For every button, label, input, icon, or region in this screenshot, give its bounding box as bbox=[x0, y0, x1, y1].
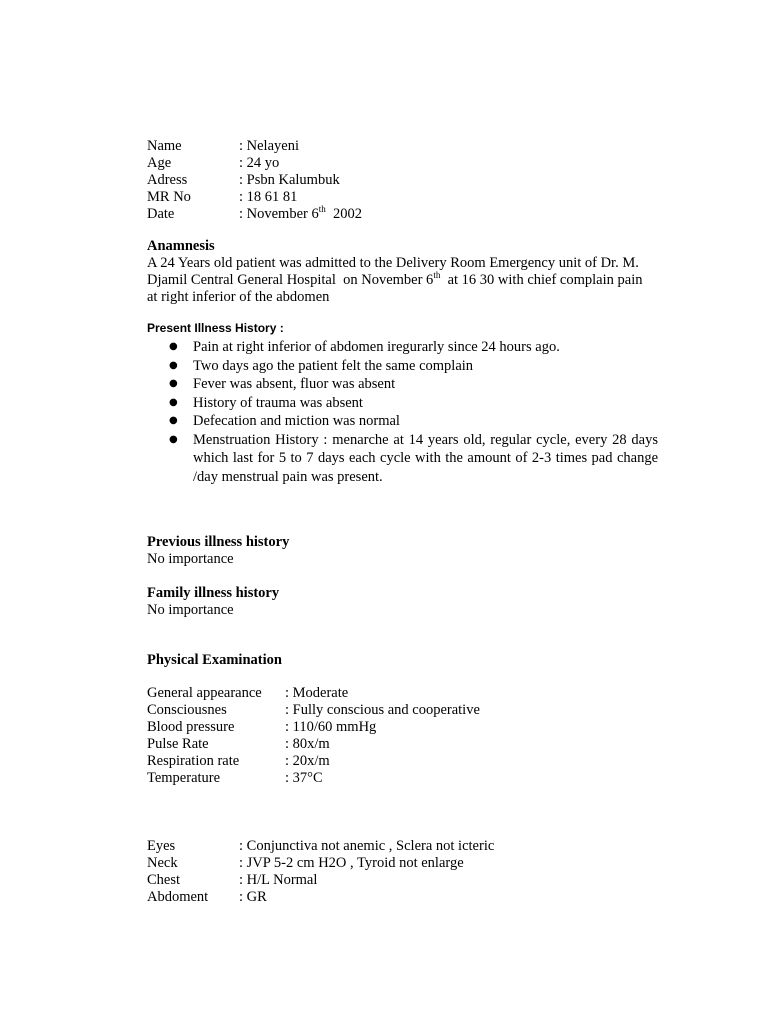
anamnesis-heading: Anamnesis bbox=[147, 238, 215, 254]
organ-exam-table bbox=[147, 838, 658, 906]
field-label: Age bbox=[147, 155, 172, 171]
exam-row-blood-pressure bbox=[147, 719, 658, 736]
field-value: : Fully conscious and cooperative bbox=[285, 702, 480, 718]
date-ordinal: th bbox=[318, 204, 326, 214]
anamnesis-text-part: at 16 30 with chief complain pain at right inferior of the abdomen bbox=[147, 272, 650, 305]
field-value bbox=[239, 206, 362, 223]
list-item: ● Fever was absent, fluor was absent bbox=[147, 375, 658, 394]
field-value: : 37°C bbox=[285, 770, 323, 786]
list-item: ● History of trauma was absent bbox=[147, 394, 658, 413]
field-value: : 24 yo bbox=[239, 155, 280, 171]
field-label: General appearance bbox=[147, 685, 262, 701]
patient-row-name bbox=[147, 138, 658, 155]
field-label: MR No bbox=[147, 189, 191, 205]
anamnesis-text bbox=[147, 255, 658, 306]
present-illness-list bbox=[147, 338, 658, 486]
field-label: Neck bbox=[147, 855, 178, 871]
patient-row-address bbox=[147, 172, 658, 189]
list-item: ● Two days ago the patient felt the same complain bbox=[147, 357, 658, 376]
organ-row-eyes bbox=[147, 838, 658, 855]
field-value: : Nelayeni bbox=[239, 138, 299, 154]
field-label: Name bbox=[147, 138, 182, 154]
physical-exam-heading: Physical Examination bbox=[147, 652, 282, 668]
field-value: : 80x/m bbox=[285, 736, 330, 752]
patient-row-date bbox=[147, 206, 658, 223]
family-illness-text: No importance bbox=[147, 602, 234, 618]
present-illness-heading: Present Illness History : bbox=[147, 321, 284, 335]
field-value: : Moderate bbox=[285, 685, 349, 701]
field-label: Temperature bbox=[147, 770, 221, 786]
exam-row-consciousness bbox=[147, 702, 658, 719]
list-item: ● Menstruation History : menarche at 14 years old, regular cycle, every 28 days which last for 5 to 7 days each cycle with the amount of 2-3 times pad change /day menstrual pain was present. bbox=[147, 431, 658, 487]
organ-row-abdomen bbox=[147, 889, 658, 906]
field-label: Respiration rate bbox=[147, 753, 240, 769]
previous-illness-heading: Previous illness history bbox=[147, 534, 290, 550]
exam-row-respiration-rate bbox=[147, 753, 658, 770]
list-item: ● Pain at right inferior of abdomen iregurarly since 24 hours ago. bbox=[147, 338, 658, 357]
anamnesis-text-part: A 24 Years old patient was admitted to the Delivery Room Emergency unit of Dr. M. Djamil Central General Hospital on November 6 bbox=[147, 255, 643, 288]
previous-illness-text: No importance bbox=[147, 551, 234, 567]
exam-row-temperature bbox=[147, 770, 658, 787]
field-label: Chest bbox=[147, 872, 181, 888]
field-value: : H/L Normal bbox=[239, 872, 318, 888]
field-label: Abdoment bbox=[147, 889, 209, 905]
field-label: Blood pressure bbox=[147, 719, 235, 735]
patient-info bbox=[147, 138, 658, 223]
organ-row-chest bbox=[147, 872, 658, 889]
present-illness-section bbox=[147, 320, 658, 486]
exam-row-general-appearance bbox=[147, 685, 658, 702]
field-label: Date bbox=[147, 206, 175, 222]
field-value: : 20x/m bbox=[285, 753, 330, 769]
field-value: : Conjunctiva not anemic , Sclera not icteric bbox=[239, 838, 495, 854]
field-value: : 110/60 mmHg bbox=[285, 719, 377, 735]
organ-row-neck bbox=[147, 855, 658, 872]
physical-exam-section bbox=[147, 652, 658, 669]
field-value: : 18 61 81 bbox=[239, 189, 298, 205]
field-label: Eyes bbox=[147, 838, 176, 854]
patient-row-age bbox=[147, 155, 658, 172]
field-value: : JVP 5-2 cm H2O , Tyroid not enlarge bbox=[239, 855, 464, 871]
family-illness-heading: Family illness history bbox=[147, 585, 280, 601]
previous-illness-section bbox=[147, 534, 658, 568]
exam-row-pulse-rate bbox=[147, 736, 658, 753]
patient-row-mr-no bbox=[147, 189, 658, 206]
field-value: : Psbn Kalumbuk bbox=[239, 172, 340, 188]
anamnesis-ordinal: th bbox=[433, 270, 441, 280]
date-text: : November 6 bbox=[239, 206, 319, 222]
physical-exam-table bbox=[147, 685, 658, 787]
list-item: ● Defecation and miction was normal bbox=[147, 412, 658, 431]
anamnesis-section bbox=[147, 238, 658, 306]
field-value: : GR bbox=[239, 889, 267, 905]
family-illness-section bbox=[147, 585, 658, 619]
date-year: 2002 bbox=[325, 206, 362, 222]
field-label: Adress bbox=[147, 172, 188, 188]
field-label: Consciousnes bbox=[147, 702, 227, 718]
field-label: Pulse Rate bbox=[147, 736, 209, 752]
